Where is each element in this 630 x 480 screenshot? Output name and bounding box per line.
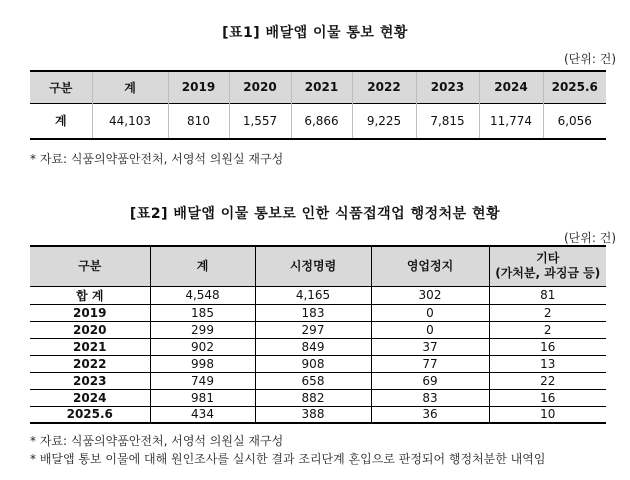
table-cell: 2025.6 bbox=[66, 407, 113, 422]
table-row bbox=[30, 321, 606, 338]
table-cell: 0 bbox=[371, 304, 489, 321]
table-cell: 902 bbox=[150, 338, 255, 355]
table2-header-row bbox=[30, 246, 606, 286]
table-cell: 22 bbox=[489, 372, 606, 389]
table-header-cell: 2025.6 bbox=[543, 71, 606, 103]
table-cell: 810 bbox=[168, 103, 229, 139]
table-row bbox=[30, 355, 606, 372]
table-cell: 2020 bbox=[73, 322, 107, 337]
table2-unit: (단위: 건) bbox=[564, 231, 616, 245]
table2-administrative-actions bbox=[30, 245, 606, 424]
table-header-cell: 2022 bbox=[352, 71, 416, 103]
table-cell: 2021 bbox=[73, 339, 107, 354]
table-cell: 2 bbox=[489, 321, 606, 338]
header-other-label: 기타 bbox=[536, 251, 560, 266]
table1-unit: (단위: 건) bbox=[564, 52, 616, 66]
table-cell: 749 bbox=[150, 372, 255, 389]
table-cell: 7,815 bbox=[416, 103, 479, 139]
table-cell: 69 bbox=[371, 372, 489, 389]
table-header-cell: 구분 bbox=[30, 246, 150, 286]
table-cell: 882 bbox=[255, 389, 371, 406]
table-row bbox=[30, 103, 606, 139]
table-cell: 849 bbox=[255, 338, 371, 355]
table-header-cell: 2023 bbox=[416, 71, 479, 103]
table-header-cell: 2021 bbox=[291, 71, 352, 103]
table-cell: 13 bbox=[489, 355, 606, 372]
table-cell: 2022 bbox=[73, 356, 107, 371]
table1-header-row bbox=[30, 71, 606, 103]
table-cell: 998 bbox=[150, 355, 255, 372]
table-cell: 4,165 bbox=[255, 286, 371, 304]
table-header-cell: 2020 bbox=[229, 71, 291, 103]
table-row bbox=[30, 389, 606, 406]
table-cell: 16 bbox=[489, 338, 606, 355]
table-cell: 합 계 bbox=[76, 288, 104, 303]
table-row bbox=[30, 372, 606, 389]
table-cell: 81 bbox=[489, 286, 606, 304]
table-row bbox=[30, 304, 606, 321]
table-cell: 계 bbox=[54, 114, 67, 129]
table-cell: 37 bbox=[371, 338, 489, 355]
table-cell: 2 bbox=[489, 304, 606, 321]
table-cell: 2019 bbox=[73, 305, 107, 320]
table-header-cell-other bbox=[489, 246, 606, 286]
table-cell: 11,774 bbox=[479, 103, 543, 139]
table-cell: 1,557 bbox=[229, 103, 291, 139]
table-cell: 658 bbox=[255, 372, 371, 389]
header-other-sublabel: (가처분, 과징금 등) bbox=[495, 266, 601, 281]
table-cell: 0 bbox=[371, 321, 489, 338]
table-cell: 6,866 bbox=[291, 103, 352, 139]
table-cell: 981 bbox=[150, 389, 255, 406]
table-cell: 434 bbox=[150, 406, 255, 423]
table-cell: 6,056 bbox=[543, 103, 606, 139]
table-cell: 44,103 bbox=[92, 103, 168, 139]
table-header-cell: 구분 bbox=[30, 71, 92, 103]
table2-explanation-note: * 배달앱 통보 이물에 대해 원인조사를 실시한 결과 조리단계 혼입으로 판정되어 행정처분한 내역임 bbox=[30, 452, 546, 466]
table-cell: 183 bbox=[255, 304, 371, 321]
table-row bbox=[30, 338, 606, 355]
table-cell: 185 bbox=[150, 304, 255, 321]
table-cell: 388 bbox=[255, 406, 371, 423]
table2-title: [표2] 배달앱 이물 통보로 인한 식품접객업 행정처분 현황 bbox=[129, 206, 501, 222]
table-cell: 297 bbox=[255, 321, 371, 338]
table-row bbox=[30, 286, 606, 304]
table-cell: 2023 bbox=[73, 373, 107, 388]
table-cell: 9,225 bbox=[352, 103, 416, 139]
table1-title: [표1] 배달앱 이물 통보 현황 bbox=[222, 25, 408, 41]
table2-source-note: * 자료: 식품의약품안전처, 서영석 의원실 재구성 bbox=[30, 434, 284, 448]
table-cell: 36 bbox=[371, 406, 489, 423]
table-cell: 83 bbox=[371, 389, 489, 406]
table-cell: 4,548 bbox=[150, 286, 255, 304]
table-header-cell: 영업정지 bbox=[371, 246, 489, 286]
table-row bbox=[30, 406, 606, 423]
table-cell: 16 bbox=[489, 389, 606, 406]
table-cell: 908 bbox=[255, 355, 371, 372]
table-header-cell: 2024 bbox=[479, 71, 543, 103]
table1-source-note: * 자료: 식품의약품안전처, 서영석 의원실 재구성 bbox=[30, 152, 284, 166]
table-header-cell: 계 bbox=[150, 246, 255, 286]
table-cell: 299 bbox=[150, 321, 255, 338]
table1-delivery-app-foreign-matter bbox=[30, 70, 606, 140]
table-header-cell: 계 bbox=[92, 71, 168, 103]
table-cell: 10 bbox=[489, 406, 606, 423]
table-cell: 302 bbox=[371, 286, 489, 304]
table-cell: 77 bbox=[371, 355, 489, 372]
table-cell: 2024 bbox=[73, 390, 107, 405]
table-header-cell: 시정명령 bbox=[255, 246, 371, 286]
table-header-cell: 2019 bbox=[168, 71, 229, 103]
